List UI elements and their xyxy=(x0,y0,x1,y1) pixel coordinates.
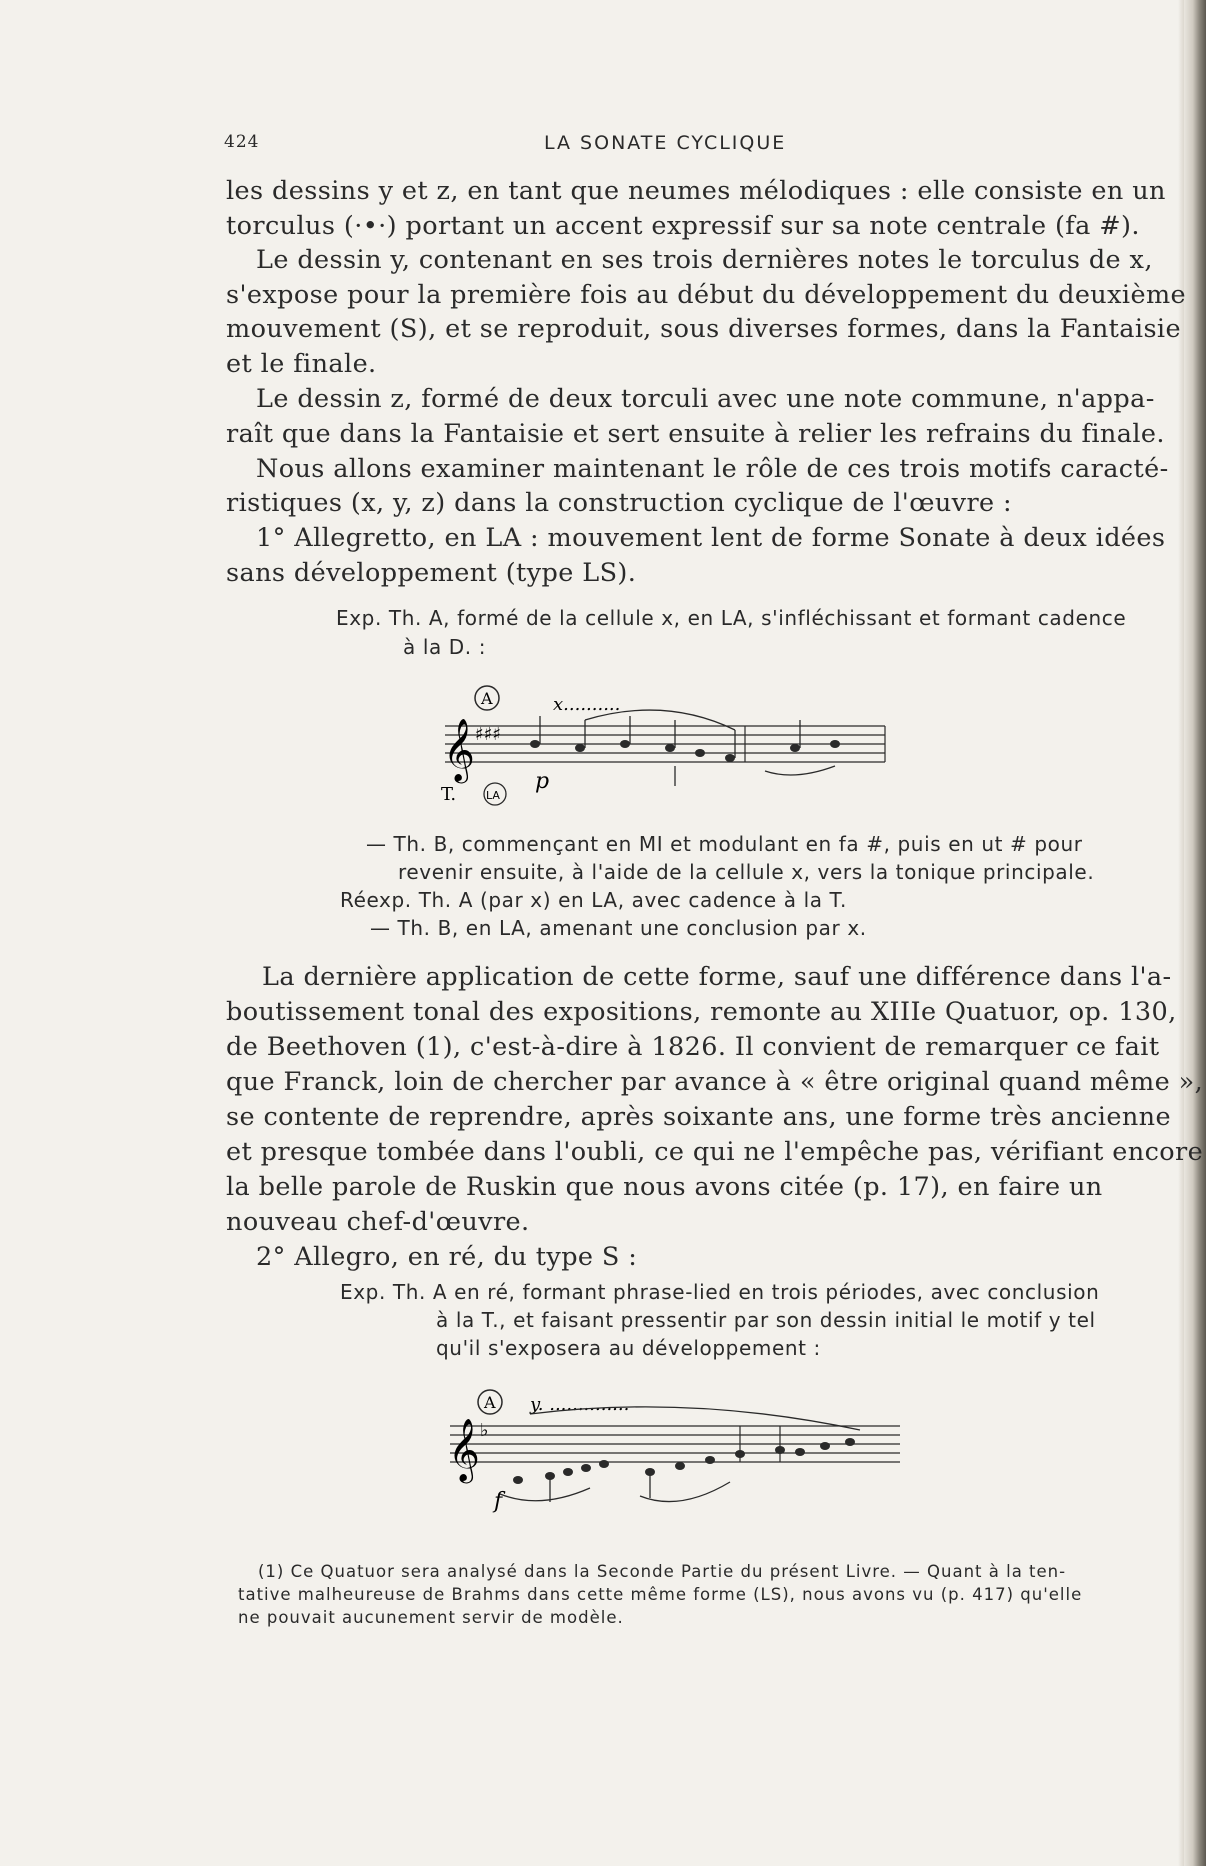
paragraph2-line-3: de Beethoven (1), c'est-à-dire à 1826. Il convient de remarquer ce fait xyxy=(226,1032,1160,1062)
paragraph2-line-6: et presque tombée dans l'oubli, ce qui ne l'empêche pas, vérifiant encore xyxy=(226,1137,1204,1167)
body-line-6: et le finale. xyxy=(226,349,377,379)
example2-dynamic: f xyxy=(494,1489,503,1514)
body-line-4: s'expose pour la première fois au début du développement du deuxième xyxy=(226,280,1187,310)
exp1-line-2: à la D. : xyxy=(403,635,487,659)
body-line-12: sans développement (type LS). xyxy=(226,558,637,588)
exp2-line-1: Exp. Th. A en ré, formant phrase-lied en trois périodes, avec conclusion xyxy=(340,1280,1100,1304)
example1-circle-bottom: LA xyxy=(486,789,500,802)
exp2-line-3: qu'il s'exposera au développement : xyxy=(436,1336,821,1360)
example2-notes xyxy=(513,1438,855,1484)
flat-icon: ♭ xyxy=(480,1420,489,1441)
paragraph2-line-5: se contente de reprendre, après soixante ans, une forme très ancienne xyxy=(226,1102,1171,1132)
paragraph2-line-4: que Franck, loin de chercher par avance à « être original quand même », xyxy=(226,1067,1204,1097)
music-example-1 xyxy=(435,676,905,806)
body-line-11: 1° Allegretto, en LA : mouvement lent de forme Sonate à deux idées xyxy=(256,523,1166,553)
example1-notes xyxy=(530,740,840,762)
paragraph2-line-1: La dernière application de cette forme, sauf une différence dans l'a- xyxy=(262,962,1172,992)
example1-dynamic: p xyxy=(535,769,550,794)
paragraph2-line-7: la belle parole de Ruskin que nous avons citée (p. 17), en faire un xyxy=(226,1172,1103,1202)
treble-clef-icon: 𝄞 xyxy=(448,1418,480,1481)
body-line-1: les dessins y et z, en tant que neumes mélodiques : elle consiste en un xyxy=(226,176,1166,206)
example1-circle-label: A xyxy=(481,689,493,708)
example2-motif-label: y. .............. xyxy=(530,1394,630,1415)
body-line-2: torculus (·•·) portant un accent expressif sur sa note centrale (fa #). xyxy=(226,211,1140,241)
body-line-3: Le dessin y, contenant en ses trois dernières notes le torculus de x, xyxy=(256,245,1153,275)
staff-lines xyxy=(445,726,885,762)
after-example1-line-4: — Th. B, en LA, amenant une conclusion par x. xyxy=(370,916,867,940)
paragraph2-line-8: nouveau chef-d'œuvre. xyxy=(226,1207,530,1237)
example1-bottom-label: T. xyxy=(441,784,457,805)
body-line-9: Nous allons examiner maintenant le rôle de ces trois motifs caracté- xyxy=(256,454,1169,484)
footnote-line-2: tative malheureuse de Brahms dans cette même forme (LS), nous avons vu (p. 417) qu'elle xyxy=(238,1585,1083,1604)
footnote-line-1: (1) Ce Quatuor sera analysé dans la Seconde Partie du présent Livre. — Quant à la ten- xyxy=(258,1562,1067,1581)
exp2-line-2: à la T., et faisant pressentir par son dessin initial le motif y tel xyxy=(436,1308,1096,1332)
after-example1-line-3: Réexp. Th. A (par x) en LA, avec cadence à la T. xyxy=(340,888,847,912)
page-header xyxy=(224,132,1094,160)
paragraph2-line-2: boutissement tonal des expositions, remonte au XIIIe Quatuor, op. 130, xyxy=(226,997,1177,1027)
example2-circle-label: A xyxy=(484,1393,496,1412)
after-example1-line-1: — Th. B, commençant en MI et modulant en fa #, puis en ut # pour xyxy=(366,832,1083,856)
music-example-2 xyxy=(440,1384,910,1524)
running-title: LA SONATE CYCLIQUE xyxy=(544,132,787,154)
exp1-line-1: Exp. Th. A, formé de la cellule x, en LA, s'infléchissant et formant cadence xyxy=(336,606,1127,630)
sharp-icon: ♯♯♯ xyxy=(475,724,502,745)
footnote-line-3: ne pouvait aucunement servir de modèle. xyxy=(238,1608,624,1627)
staff-lines-2 xyxy=(450,1426,900,1462)
treble-clef-icon: 𝄞 xyxy=(443,718,475,781)
page-number: 424 xyxy=(224,132,260,152)
body-line-8: raît que dans la Fantaisie et sert ensuite à relier les refrains du finale. xyxy=(226,419,1165,449)
after-example1-line-2: revenir ensuite, à l'aide de la cellule x, vers la tonique principale. xyxy=(398,860,1095,884)
body-line-5: mouvement (S), et se reproduit, sous diverses formes, dans la Fantaisie xyxy=(226,314,1181,344)
body-line-10: ristiques (x, y, z) dans la construction cyclique de l'œuvre : xyxy=(226,488,1013,518)
body-line-7: Le dessin z, formé de deux torculi avec une note commune, n'appa- xyxy=(256,384,1155,414)
example1-motif-label: x.......... xyxy=(553,694,621,715)
example2-slurs xyxy=(500,1407,860,1502)
paragraph2-line-9: 2° Allegro, en ré, du type S : xyxy=(256,1242,638,1272)
book-edge xyxy=(1184,0,1206,1866)
